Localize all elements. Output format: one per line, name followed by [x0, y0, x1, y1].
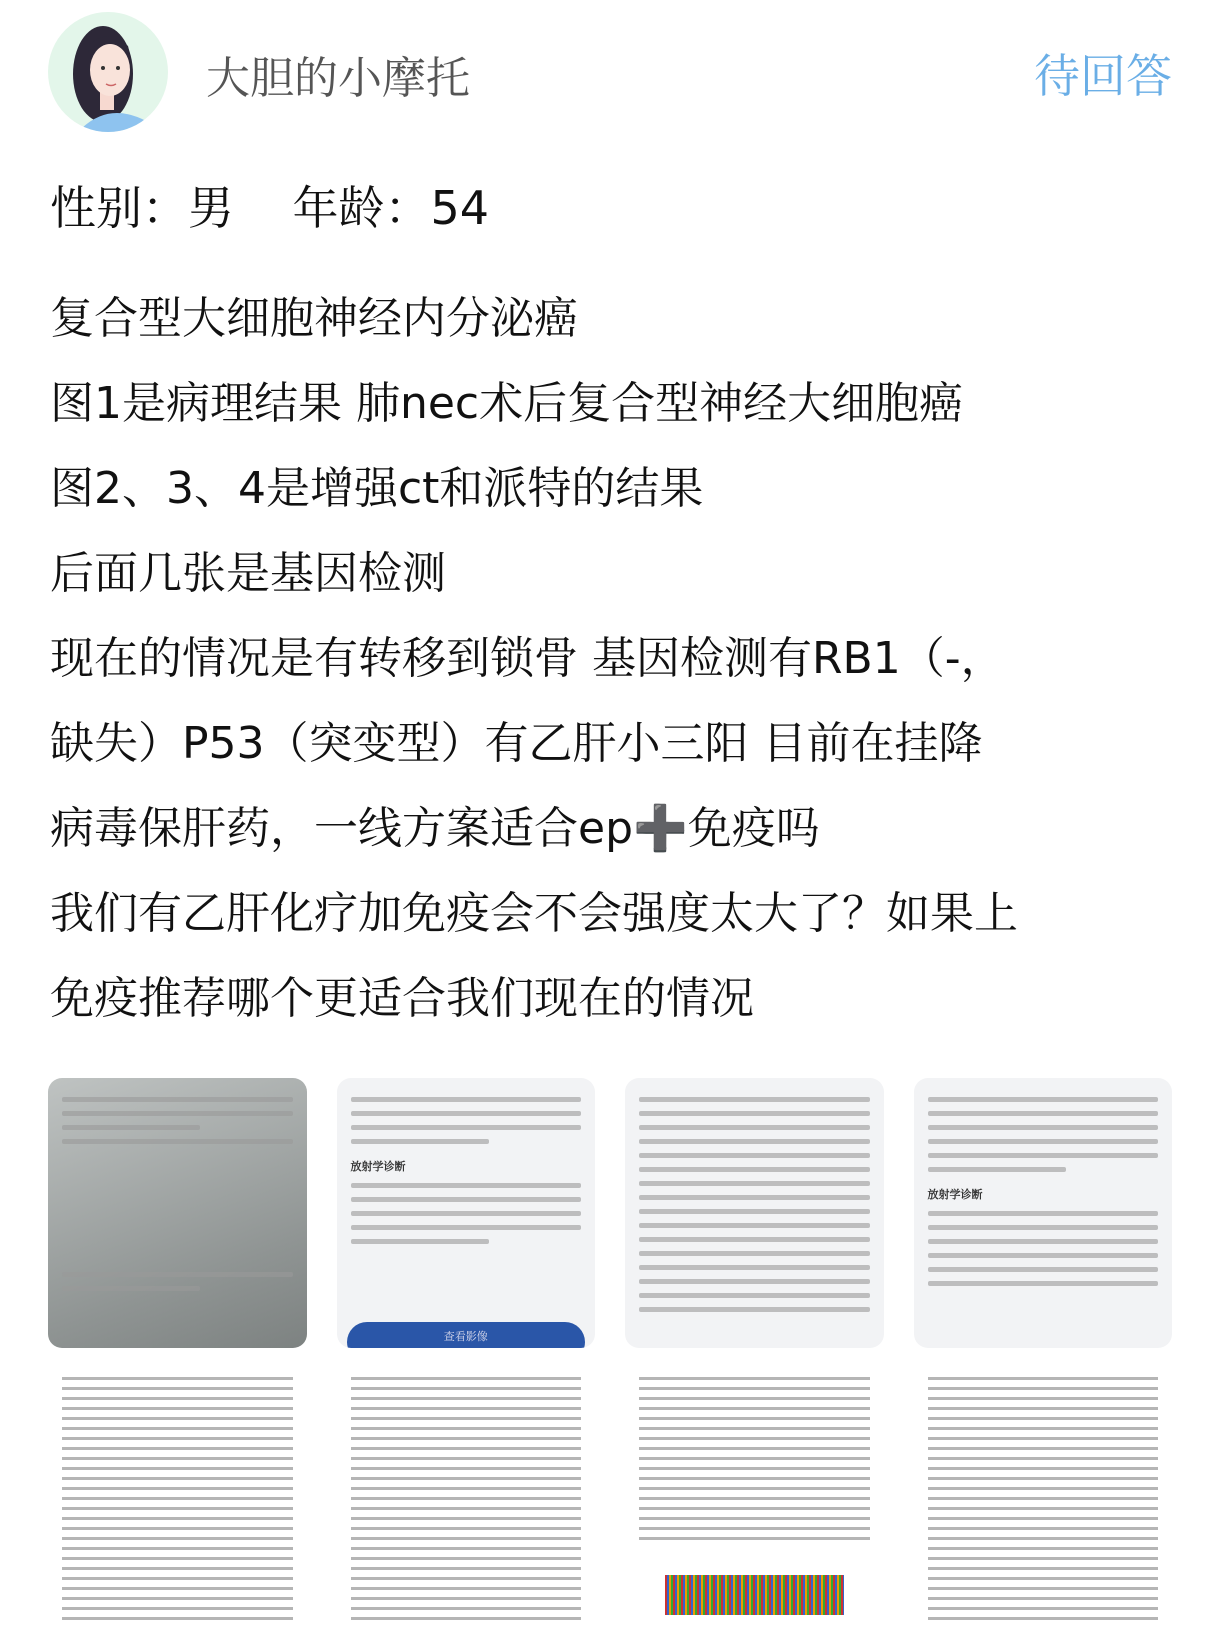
image-thumbnail-gene-report-1[interactable] [48, 1360, 307, 1645]
question-line: 图1是病理结果 肺nec术后复合型神经大细胞癌 [50, 378, 964, 429]
copy-number-chart [665, 1575, 844, 1615]
question-line: 我们有乙肝化疗加免疫会不会强度太大了？如果上 [50, 888, 1018, 939]
image-thumbnail-pet-report[interactable] [625, 1078, 884, 1348]
image-thumbnail-ct-report[interactable] [337, 1078, 596, 1348]
user-avatar[interactable] [48, 12, 168, 132]
image-thumbnail-gene-report-4[interactable] [914, 1360, 1173, 1645]
view-image-button[interactable]: 查看影像 [347, 1322, 586, 1348]
image-thumbnail-gene-report-3[interactable] [625, 1360, 884, 1645]
status-badge: 待回答 [1034, 49, 1172, 103]
question-line: 图2、3、4是增强ct和派特的结果 [50, 463, 704, 514]
question-line: 免疫推荐哪个更适合我们现在的情况 [50, 973, 754, 1024]
username[interactable]: 大胆的小摩托 [206, 53, 470, 104]
question-line: 复合型大细胞神经内分泌癌 [50, 293, 578, 344]
report-section-title: 放射学诊断 [927, 1188, 983, 1201]
image-grid [48, 1078, 1172, 1645]
question-line: 后面几张是基因检测 [50, 548, 446, 599]
woman-avatar-icon [48, 12, 168, 132]
question-header [0, 0, 1220, 150]
patient-info: 性别：男 年龄：54 [50, 181, 490, 235]
question-line: 现在的情况是有转移到锁骨 基因检测有RB1（-， [50, 633, 1005, 684]
report-section-title: 放射学诊断 [350, 1160, 406, 1173]
question-body [50, 276, 1180, 1041]
image-thumbnail-pet-diagnosis[interactable] [914, 1078, 1173, 1348]
question-line: 缺失）P53（突变型）有乙肝小三阳 目前在挂降 [50, 718, 983, 769]
image-thumbnail-pathology[interactable] [48, 1078, 307, 1348]
image-thumbnail-gene-report-2[interactable] [337, 1360, 596, 1645]
question-line: 病毒保肝药，一线方案适合ep➕免疫吗 [50, 803, 820, 854]
